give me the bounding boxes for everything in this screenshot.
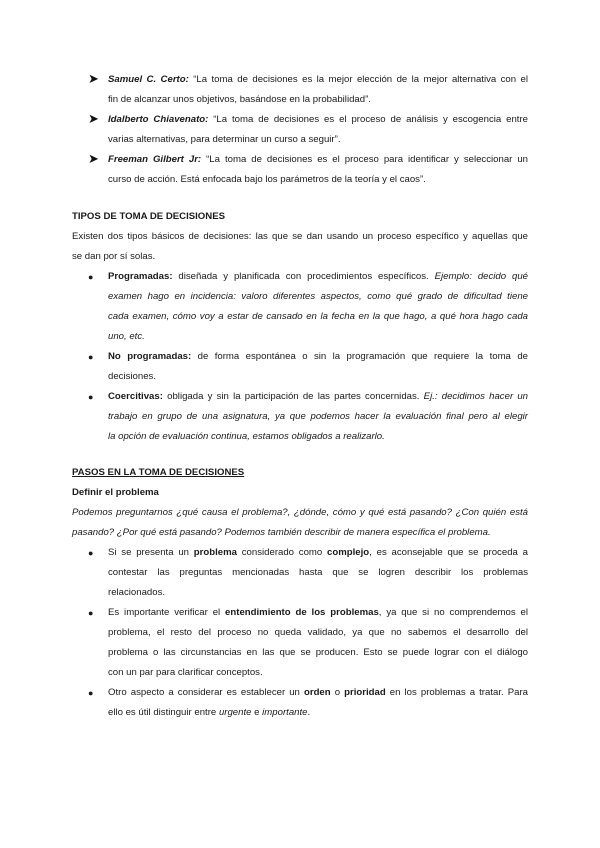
bullet-dot-icon: ● xyxy=(88,608,94,618)
quote-line: Freeman Gilbert Jr: “La toma de decisiones es el proceso para identificar y seleccionar un xyxy=(108,154,528,165)
bullet-dot-icon: ● xyxy=(88,272,94,282)
arrow-bullet-icon: ➤ xyxy=(88,151,99,166)
list-item-line: cada examen, cómo voy a estar de cansado en la fecha en la que hago, a qué hora hago cada xyxy=(108,311,528,322)
quote-line: fin de alcanzar unos objetivos, basándose en la probabilidad”. xyxy=(108,94,371,105)
quote-line: Idalberto Chiavenato: “La toma de decisiones es el proceso de análisis y escogencia entre xyxy=(108,114,528,125)
list-item-line: Coercitivas: obligada y sin la participación de las partes concernidas. Ej.: decidimos hacer un xyxy=(108,391,529,402)
list-item-line: Si se presenta un problema considerado como complejo, es aconsejable que se proceda a xyxy=(108,547,528,558)
paragraph-line: se dan por sí solas. xyxy=(72,251,156,262)
list-item-line: decisiones. xyxy=(108,371,156,382)
list-item-line: Programadas: diseñada y planificada con procedimientos específicos. Ejemplo: decido qué xyxy=(108,271,529,282)
bullet-dot-icon: ● xyxy=(88,688,94,698)
paragraph-line: Podemos preguntarnos ¿qué causa el problema?, ¿dónde, cómo y qué está pasando? ¿Con quién está xyxy=(72,507,528,518)
paragraph-line: Existen dos tipos básicos de decisiones: las que se dan usando un proceso específico y aquellas que xyxy=(72,231,528,242)
list-item-line: ello es útil distinguir entre urgente e importante. xyxy=(108,707,311,718)
paragraph-line: pasando? ¿Por qué está pasando? Podemos también describir de manera específica el problema. xyxy=(72,527,491,538)
list-item-line: trabajo en grupo de una asignatura, ya que podemos hacer la evaluación final pero al elegir xyxy=(108,411,528,422)
list-item-line: uno, etc. xyxy=(108,331,145,342)
arrow-bullet-icon: ➤ xyxy=(88,71,99,86)
section-heading: TIPOS DE TOMA DE DECISIONES xyxy=(72,211,225,222)
list-item-line: con un par para clarificar conceptos. xyxy=(108,667,263,678)
arrow-bullet-icon: ➤ xyxy=(88,111,99,126)
quote-line: Samuel C. Certo: “La toma de decisiones es la mejor elección de la mejor alternativa con el xyxy=(108,74,528,85)
list-item-line: problema o las circunstancias en las que se producen. Esto se puede lograr con el diálogo xyxy=(108,647,528,658)
quote-line: varias alternativas, para determinar un curso a seguir”. xyxy=(108,134,341,145)
list-item-line: examen hago en incidencia: valoro diferentes aspectos, como qué grado de dificultad tiene xyxy=(108,291,528,302)
list-item-line: la opción de evaluación continua, estamos obligados a realizarlo. xyxy=(108,431,385,442)
quote-line: curso de acción. Está enfocada bajo los parámetros de la teoría y el caos”. xyxy=(108,174,426,185)
list-item-line: relacionados. xyxy=(108,587,166,598)
subsection-heading: Definir el problema xyxy=(72,487,159,498)
section-heading: PASOS EN LA TOMA DE DECISIONES xyxy=(72,467,245,478)
bullet-dot-icon: ● xyxy=(88,548,94,558)
list-item-line: Otro aspecto a considerar es establecer un orden o prioridad en los problemas a tratar. Para xyxy=(108,687,528,698)
list-item-line: No programadas: de forma espontánea o sin la programación que requiere la toma de xyxy=(108,351,528,362)
list-item-line: Es importante verificar el entendimiento de los problemas, ya que si no comprendemos el xyxy=(108,607,528,618)
bullet-dot-icon: ● xyxy=(88,352,94,362)
list-item-line: contestar las preguntas mencionadas hasta que se logren describir los problemas xyxy=(108,567,528,578)
bullet-dot-icon: ● xyxy=(88,392,94,402)
list-item-line: problema, el resto del proceso no queda validado, ya que no sabemos el desarrollo del xyxy=(108,627,528,638)
